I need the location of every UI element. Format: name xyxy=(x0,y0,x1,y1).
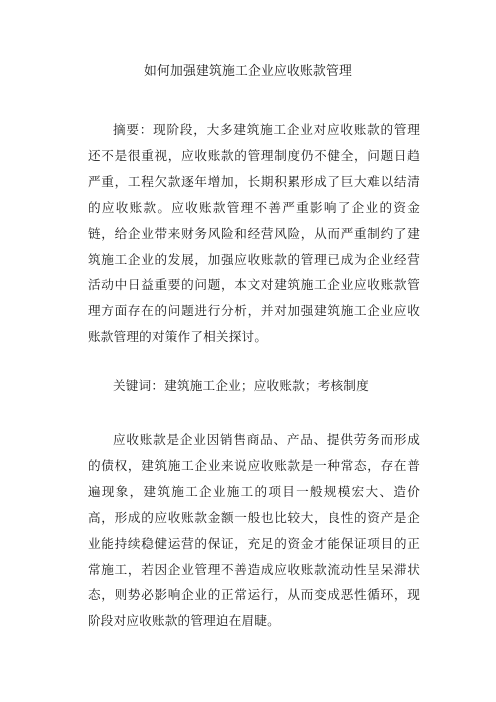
keywords-line: 关键词：建筑施工企业；应收账款；考核制度 xyxy=(113,378,369,393)
document-title: 如何加强建筑施工企业应收账款管理 xyxy=(144,64,352,79)
body-paragraph: 应收账款是企业因销售商品、产品、提供劳务而形成的债权，建筑施工企业来说应收账款是一种常态，存在普遍现象，建筑施工企业施工的项目一般规模宏大、造价高，形成的应收账款金额一般也比较大，良性的资产是企业能持续稳健运营的保证，充足的资金才能保证项目的正常施工，若因企业管理不善造成应收账款流动性呈呆滞状态，则势必影响企业的正常运行，从而变成恶性循环，现阶段对应收账款的管理迫在眉睫。 xyxy=(88,432,420,629)
abstract-paragraph: 摘要：现阶段，大多建筑施工企业对应收账款的管理还不是很重视，应收账款的管理制度仍不健全，问题日趋严重，工程欠款逐年增加，长期积累形成了巨大难以结清的应收账款。应收账款管理不善严重影响了企业的资金链，给企业带来财务风险和经营风险，从而严重制约了建筑施工企业的发展，加强应收账款的管理已成为企业经营活动中日益重要的问题，本文对建筑施工企业应收账款管理方面存在的问题进行分析，并对加强建筑施工企业应收账款管理的对策作了相关探讨。 xyxy=(88,122,420,345)
